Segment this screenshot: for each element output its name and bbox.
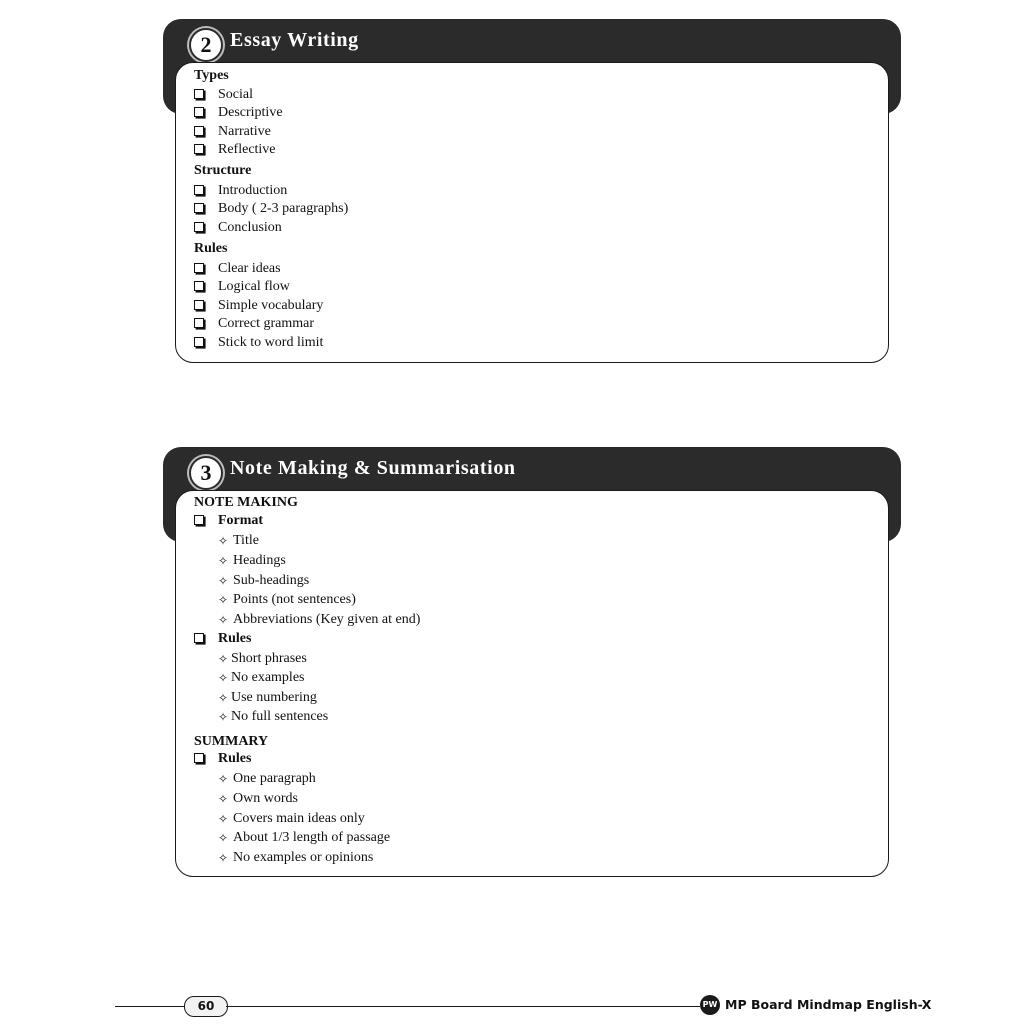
list-item-text: Stick to word limit	[218, 335, 324, 350]
checkbox-bullet-shape	[194, 337, 204, 347]
list-item-text: Format	[218, 513, 264, 528]
subsection-heading: Types	[194, 68, 229, 83]
section-title: Note Making & Summarisation	[230, 457, 516, 479]
list-item-text: Conclusion	[218, 220, 282, 235]
four-point-star-bullet-icon: ✧	[218, 772, 229, 786]
checkbox-bullet-shape	[194, 515, 204, 525]
list-item-text: Social	[218, 87, 253, 102]
list-item-text: No examples	[231, 670, 305, 685]
list-item-text: Own words	[233, 791, 298, 806]
list-item-text: Reflective	[218, 142, 276, 157]
checkbox-bullet-icon	[194, 751, 204, 767]
checkbox-bullet-icon	[194, 298, 204, 314]
section-card	[175, 490, 889, 877]
four-point-star-bullet-icon: ✧	[218, 671, 229, 685]
checkbox-bullet-shape	[194, 300, 204, 310]
subsection-heading: Structure	[194, 163, 252, 178]
checkbox-bullet-shape	[194, 126, 204, 136]
list-item-text: Introduction	[218, 183, 288, 198]
checkbox-bullet-shape	[194, 185, 204, 195]
list-item-text: Logical flow	[218, 279, 290, 294]
list-item-text: About 1/3 length of passage	[233, 830, 391, 845]
checkbox-bullet-icon	[194, 142, 204, 158]
four-point-star-bullet-icon: ✧	[218, 691, 229, 705]
checkbox-bullet-shape	[194, 89, 204, 99]
list-item-text: Short phrases	[231, 651, 307, 666]
list-item-text: Correct grammar	[218, 316, 315, 331]
four-point-star-bullet-icon: ✧	[218, 534, 229, 548]
checkbox-bullet-icon	[194, 183, 204, 199]
publisher-logo-icon: PW	[700, 995, 720, 1015]
checkbox-bullet-shape	[194, 222, 204, 232]
four-point-star-bullet-icon: ✧	[218, 792, 229, 806]
list-item-text: Abbreviations (Key given at end)	[233, 612, 421, 627]
four-point-star-bullet-icon: ✧	[218, 554, 229, 568]
checkbox-bullet-icon	[194, 261, 204, 277]
page-number: 60	[184, 996, 228, 1017]
subsection-heading: NOTE MAKING	[194, 495, 298, 510]
checkbox-bullet-shape	[194, 281, 204, 291]
section-note-making	[163, 447, 901, 882]
checkbox-bullet-icon	[194, 335, 204, 351]
checkbox-bullet-shape	[194, 633, 204, 643]
list-item-text: Points (not sentences)	[233, 592, 356, 607]
checkbox-bullet-icon	[194, 220, 204, 236]
checkbox-bullet-shape	[194, 203, 204, 213]
section-title: Essay Writing	[230, 29, 359, 51]
list-item-text: Covers main ideas only	[233, 811, 365, 826]
book-title: MP Board Mindmap English-X	[725, 997, 932, 1012]
list-item-text: No full sentences	[231, 709, 329, 724]
checkbox-bullet-icon	[194, 279, 204, 295]
section-card	[175, 62, 889, 363]
subsection-heading: Rules	[194, 241, 228, 256]
list-item-text: Body ( 2-3 paragraphs)	[218, 201, 349, 216]
checkbox-bullet-shape	[194, 318, 204, 328]
checkbox-bullet-shape	[194, 144, 204, 154]
list-item-text: Sub-headings	[233, 573, 310, 588]
checkbox-bullet-shape	[194, 753, 204, 763]
four-point-star-bullet-icon: ✧	[218, 851, 229, 865]
list-item-text: Rules	[218, 751, 252, 766]
checkbox-bullet-shape	[194, 107, 204, 117]
list-item-text: Descriptive	[218, 105, 283, 120]
four-point-star-bullet-icon: ✧	[218, 574, 229, 588]
four-point-star-bullet-icon: ✧	[218, 812, 229, 826]
list-item-text: No examples or opinions	[233, 850, 374, 865]
list-item-text: Title	[233, 533, 259, 548]
checkbox-bullet-icon	[194, 316, 204, 332]
page-footer	[0, 995, 1024, 1020]
footer-rule-right	[226, 1006, 700, 1007]
list-item-text: Simple vocabulary	[218, 298, 324, 313]
checkbox-bullet-icon	[194, 631, 204, 647]
section-number: 3	[189, 456, 223, 490]
footer-rule-left	[115, 1006, 185, 1007]
subsection-heading: SUMMARY	[194, 734, 269, 749]
four-point-star-bullet-icon: ✧	[218, 652, 229, 666]
four-point-star-bullet-icon: ✧	[218, 831, 229, 845]
checkbox-bullet-icon	[194, 513, 204, 529]
list-item-text: Use numbering	[231, 690, 317, 705]
list-item-text: Headings	[233, 553, 286, 568]
checkbox-bullet-shape	[194, 263, 204, 273]
four-point-star-bullet-icon: ✧	[218, 710, 229, 724]
list-item-text: Narrative	[218, 124, 271, 139]
checkbox-bullet-icon	[194, 87, 204, 103]
checkbox-bullet-icon	[194, 201, 204, 217]
checkbox-bullet-icon	[194, 124, 204, 140]
section-essay-writing	[163, 19, 901, 369]
four-point-star-bullet-icon: ✧	[218, 613, 229, 627]
four-point-star-bullet-icon: ✧	[218, 593, 229, 607]
list-item-text: Clear ideas	[218, 261, 281, 276]
section-number: 2	[189, 28, 223, 62]
checkbox-bullet-icon	[194, 105, 204, 121]
list-item-text: Rules	[218, 631, 252, 646]
list-item-text: One paragraph	[233, 771, 316, 786]
